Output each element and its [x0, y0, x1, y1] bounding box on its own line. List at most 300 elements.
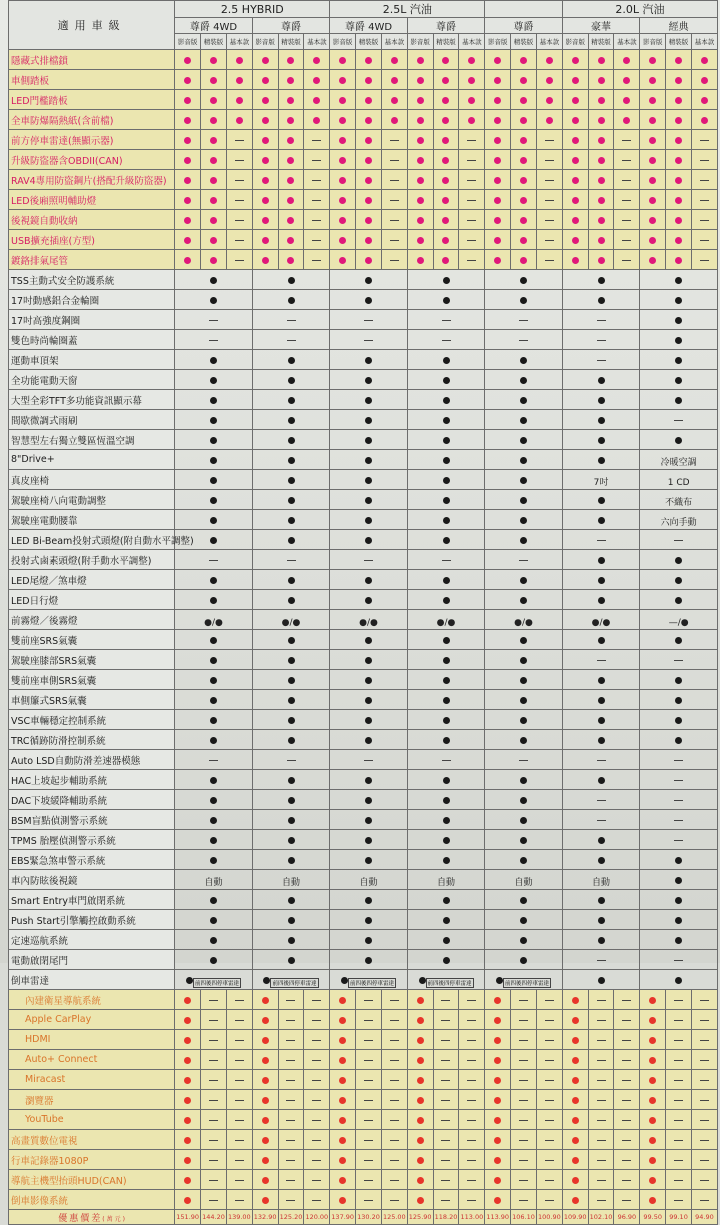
cell [666, 210, 692, 230]
cell [562, 90, 588, 110]
cell [691, 1170, 717, 1190]
cell [562, 330, 639, 350]
cell [175, 910, 252, 930]
option-dot [365, 537, 372, 544]
cell [485, 430, 563, 450]
trim-header: 尊爵 4WD [175, 18, 252, 34]
cell [588, 1010, 614, 1030]
cell [304, 150, 330, 170]
option-dot [468, 97, 475, 104]
option-dot [287, 137, 294, 144]
cell [278, 230, 304, 250]
cell [252, 610, 330, 630]
cell [485, 710, 563, 730]
cell [485, 290, 563, 310]
cell [666, 190, 692, 210]
cell [588, 1030, 614, 1050]
cell [433, 70, 459, 90]
option-dot [598, 777, 605, 784]
na-dash [286, 1000, 295, 1001]
option-dot [442, 137, 449, 144]
feature-row [9, 970, 718, 990]
cell [511, 1110, 537, 1130]
cell [614, 210, 640, 230]
cell [201, 190, 227, 210]
cell [304, 1070, 330, 1090]
option-dot [468, 117, 475, 124]
cell [640, 110, 666, 130]
feature-row [9, 470, 718, 490]
cell [640, 1070, 666, 1090]
na-dash [287, 320, 296, 321]
price-cell: 144.20 [201, 1210, 227, 1225]
engine-25: 2.5L 汽油 [330, 1, 485, 18]
cell [640, 730, 718, 750]
cell [407, 510, 485, 530]
option-dot [417, 1137, 424, 1144]
na-dash [674, 1200, 683, 1201]
na-dash [622, 1140, 631, 1141]
cell [175, 690, 252, 710]
option-dot [288, 917, 295, 924]
option-dot [701, 57, 708, 64]
na-dash [467, 1080, 476, 1081]
cell [330, 890, 407, 910]
na-dash [519, 1000, 528, 1001]
cell [252, 930, 330, 950]
cell [640, 850, 718, 870]
cell [691, 150, 717, 170]
cell [459, 1150, 485, 1170]
cell [536, 1110, 562, 1130]
cell [536, 1090, 562, 1110]
cell [459, 1090, 485, 1110]
na-dash [209, 1080, 218, 1081]
cell [433, 130, 459, 150]
cell [252, 410, 330, 430]
extra-row [9, 1150, 718, 1170]
option-dot [391, 117, 398, 124]
na-dash [390, 260, 399, 261]
accessory-row [9, 210, 718, 230]
option-dot [494, 1117, 501, 1124]
cell [640, 630, 718, 650]
option-dot [287, 57, 294, 64]
cell [640, 70, 666, 90]
cell [433, 1130, 459, 1150]
na-dash [235, 200, 244, 201]
na-dash [364, 1080, 373, 1081]
option-dot [572, 97, 579, 104]
option-dot [443, 637, 450, 644]
cell [614, 1130, 640, 1150]
option-dot [210, 637, 217, 644]
cell [640, 790, 718, 810]
option-dot [365, 97, 372, 104]
na-dash [545, 1080, 554, 1081]
cell [175, 930, 252, 950]
option-dot [675, 717, 682, 724]
na-dash [519, 1020, 528, 1021]
option-dot [649, 1077, 656, 1084]
option-dot [675, 857, 682, 864]
spec-body [9, 50, 718, 1225]
feature-row [9, 910, 718, 930]
cell [226, 150, 252, 170]
feature-row [9, 570, 718, 590]
cell [614, 90, 640, 110]
option-dot [184, 77, 191, 84]
accessory-row [9, 110, 718, 130]
option-dot [546, 77, 553, 84]
option-dot [598, 577, 605, 584]
option-dot [494, 117, 501, 124]
na-dash [597, 1140, 606, 1141]
na-dash [545, 1100, 554, 1101]
cell [226, 1130, 252, 1150]
cell [201, 1070, 227, 1090]
cell [666, 1070, 692, 1090]
cell [640, 550, 718, 570]
cell [226, 210, 252, 230]
cell [562, 1030, 588, 1050]
cell [407, 1130, 433, 1150]
cell [304, 170, 330, 190]
cell [175, 1010, 201, 1030]
option-dot [288, 637, 295, 644]
option-dot [365, 377, 372, 384]
cell [330, 290, 407, 310]
cell [485, 1050, 511, 1070]
cell [201, 70, 227, 90]
cell [407, 1070, 433, 1090]
cell [278, 210, 304, 230]
option-dot [210, 137, 217, 144]
cell [407, 630, 485, 650]
cell [562, 570, 639, 590]
row-label: Miracast [9, 1070, 175, 1090]
na-dash [312, 1000, 321, 1001]
rear-radar-note: 前四後四停車雷達 [426, 978, 474, 988]
option-dot [598, 457, 605, 464]
cell [226, 230, 252, 250]
cell [485, 750, 563, 770]
extra-row [9, 1190, 718, 1210]
cell [407, 1170, 433, 1190]
cell [201, 1150, 227, 1170]
cell [511, 70, 537, 90]
option-dot [365, 677, 372, 684]
cell [485, 870, 563, 890]
cell [691, 1150, 717, 1170]
na-dash [209, 560, 218, 561]
cell [252, 1110, 278, 1130]
subcol-header: 基本款 [226, 34, 252, 50]
cell [330, 210, 356, 230]
feature-row [9, 270, 718, 290]
price-cell: 132.90 [252, 1210, 278, 1225]
cell [252, 1190, 278, 1210]
option-dot [210, 117, 217, 124]
option-dot [262, 1177, 269, 1184]
cell [304, 190, 330, 210]
cell [485, 1150, 511, 1170]
cell [330, 1170, 356, 1190]
cell [562, 790, 639, 810]
cell [330, 170, 356, 190]
option-dot [339, 157, 346, 164]
cell [407, 350, 485, 370]
option-dot [443, 797, 450, 804]
option-dot [649, 197, 656, 204]
option-dot [417, 57, 424, 64]
row-label: 投射式鹵素頭燈(附手動水平調整) [9, 550, 175, 570]
option-dot [675, 197, 682, 204]
cell [330, 1090, 356, 1110]
option-dot [184, 1057, 191, 1064]
option-dot [494, 217, 501, 224]
option-dot [675, 297, 682, 304]
option-dot [443, 457, 450, 464]
option-dot [520, 777, 527, 784]
cell [175, 550, 252, 570]
cell [330, 1130, 356, 1150]
option-dot [184, 1077, 191, 1084]
cell [691, 50, 717, 70]
option-dot [598, 177, 605, 184]
cell [356, 990, 382, 1010]
option-dot [365, 177, 372, 184]
cell [536, 170, 562, 190]
trim-header: 尊爵 [485, 18, 563, 34]
cell [201, 50, 227, 70]
na-dash [622, 1100, 631, 1101]
option-dot [210, 257, 217, 264]
option-dot [339, 1197, 346, 1204]
row-label: 內建衛星導航系統 [9, 990, 175, 1010]
cell [356, 1150, 382, 1170]
na-dash [467, 260, 476, 261]
option-dot [210, 77, 217, 84]
option-dot [520, 837, 527, 844]
na-dash [287, 560, 296, 561]
option-dot [365, 297, 372, 304]
cell [330, 610, 407, 630]
cell [640, 90, 666, 110]
cell [201, 1110, 227, 1130]
cell [614, 230, 640, 250]
na-dash [597, 1100, 606, 1101]
cell [407, 90, 433, 110]
cell [485, 810, 563, 830]
option-dot [520, 177, 527, 184]
cell [175, 770, 252, 790]
option-dot [520, 77, 527, 84]
cell [407, 490, 485, 510]
option-dot [520, 497, 527, 504]
option-dot [494, 997, 501, 1004]
row-label: Apple CarPlay [9, 1010, 175, 1030]
cell [175, 830, 252, 850]
cell [588, 190, 614, 210]
cell [485, 530, 563, 550]
na-dash [519, 1180, 528, 1181]
option-dot [262, 1057, 269, 1064]
option-dot [494, 257, 501, 264]
na-dash [441, 1200, 450, 1201]
cell [485, 910, 563, 930]
option-dot [494, 97, 501, 104]
option-dot [210, 297, 217, 304]
option-dot [365, 637, 372, 644]
cell [226, 130, 252, 150]
na-dash [597, 340, 606, 341]
option-dot [210, 597, 217, 604]
cell [201, 170, 227, 190]
na-dash [519, 1080, 528, 1081]
cell [640, 990, 666, 1010]
cell [407, 130, 433, 150]
cell [381, 1110, 407, 1130]
cell [459, 1130, 485, 1150]
cell [536, 1150, 562, 1170]
option-dot [701, 117, 708, 124]
option-dot [598, 117, 605, 124]
accessory-row [9, 230, 718, 250]
na-dash [390, 1180, 399, 1181]
option-dot [675, 217, 682, 224]
option-dot [288, 297, 295, 304]
na-dash [312, 180, 321, 181]
cell [330, 270, 407, 290]
price-label-text: 優惠價差 [58, 1213, 103, 1224]
option-dot [675, 557, 682, 564]
trim-header: 經典 [640, 18, 718, 34]
option-dot [365, 797, 372, 804]
na-dash [441, 1100, 450, 1101]
cell [252, 1030, 278, 1050]
option-dot [288, 357, 295, 364]
cell [330, 770, 407, 790]
option-dot [623, 57, 630, 64]
cell [330, 470, 407, 490]
cell [304, 1110, 330, 1130]
option-dot [210, 697, 217, 704]
cell [278, 1030, 304, 1050]
cell [175, 650, 252, 670]
feature-row [9, 650, 718, 670]
cell [381, 250, 407, 270]
option-dot [443, 917, 450, 924]
option-dot [365, 897, 372, 904]
cell [356, 130, 382, 150]
cell-text: ●/● [204, 618, 223, 628]
option-dot [210, 397, 217, 404]
na-dash [467, 1160, 476, 1161]
row-label: 雙前座車側SRS氣囊 [9, 670, 175, 690]
na-dash [390, 180, 399, 181]
cell [562, 530, 639, 550]
price-cell: 96.90 [614, 1210, 640, 1225]
option-dot [339, 1177, 346, 1184]
option-dot [339, 237, 346, 244]
cell [433, 110, 459, 130]
cell [252, 210, 278, 230]
cell [252, 510, 330, 530]
na-dash [364, 1040, 373, 1041]
cell [381, 210, 407, 230]
na-dash [674, 840, 683, 841]
row-label: 導航主機型抬頭HUD(CAN) [9, 1170, 175, 1190]
cell [691, 110, 717, 130]
cell [252, 910, 330, 930]
cell [485, 490, 563, 510]
na-dash [442, 760, 451, 761]
cell [330, 690, 407, 710]
na-dash [364, 1020, 373, 1021]
cell [381, 190, 407, 210]
option-dot [419, 977, 426, 984]
cell [356, 250, 382, 270]
cell [252, 330, 330, 350]
feature-row [9, 410, 718, 430]
cell [640, 370, 718, 390]
na-dash [674, 540, 683, 541]
cell [330, 570, 407, 590]
option-dot [675, 117, 682, 124]
na-dash [545, 260, 554, 261]
na-dash [364, 1120, 373, 1121]
option-dot [391, 97, 398, 104]
cell [666, 1170, 692, 1190]
cell [640, 590, 718, 610]
cell [562, 1110, 588, 1130]
option-dot [649, 1197, 656, 1204]
cell [330, 230, 356, 250]
option-dot [520, 937, 527, 944]
cell [691, 1190, 717, 1210]
option-dot [262, 137, 269, 144]
cell [614, 130, 640, 150]
na-dash [364, 1180, 373, 1181]
cell [562, 910, 639, 930]
option-dot [443, 737, 450, 744]
subcol-header: 精裝版 [356, 34, 382, 50]
cell [459, 150, 485, 170]
cell [407, 110, 433, 130]
option-dot [288, 437, 295, 444]
cell [485, 70, 511, 90]
option-dot [443, 537, 450, 544]
option-dot [572, 57, 579, 64]
cell [304, 1130, 330, 1150]
option-dot [262, 257, 269, 264]
option-dot [417, 157, 424, 164]
cell [175, 190, 201, 210]
cell [614, 70, 640, 90]
row-label: 倒車影像系統 [9, 1190, 175, 1210]
na-dash [209, 1180, 218, 1181]
feature-row [9, 590, 718, 610]
row-label: 雙色時尚輪圈蓋 [9, 330, 175, 350]
option-dot [598, 977, 605, 984]
cell [511, 1150, 537, 1170]
cell [252, 1010, 278, 1030]
feature-row [9, 430, 718, 450]
cell [485, 310, 563, 330]
cell [588, 150, 614, 170]
na-dash [441, 1080, 450, 1081]
